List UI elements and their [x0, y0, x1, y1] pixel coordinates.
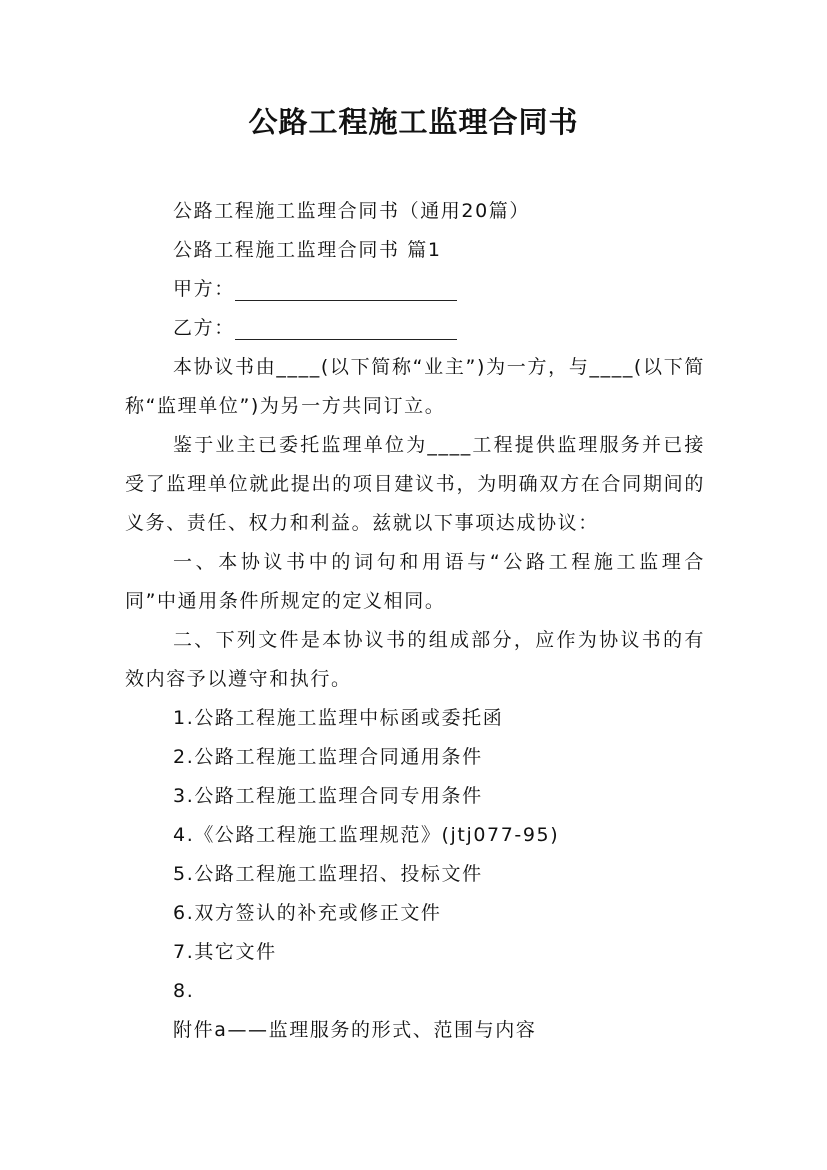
document-body — [125, 192, 705, 1050]
paragraph: 二、下列文件是本协议书的组成部分，应作为协议书的有效内容予以遵守和执行。 — [125, 629, 705, 690]
party-b-blank — [235, 317, 457, 340]
list-item: 2.公路工程施工监理合同通用条件 — [173, 746, 483, 768]
paragraph: 一、本协议书中的词句和用语与“公路工程施工监理合同”中通用条件所规定的定义相同。 — [125, 551, 705, 612]
attachment-line: 附件a——监理服务的形式、范围与内容 — [173, 1019, 537, 1041]
subtitle-paragraph: 公路工程施工监理合同书（通用20篇） — [173, 200, 530, 222]
party-a-label: 甲方： — [173, 278, 235, 300]
party-a-line — [125, 270, 705, 309]
list-item: 8. — [173, 980, 195, 1002]
section-heading: 公路工程施工监理合同书 篇1 — [173, 239, 442, 261]
list-item: 4.《公路工程施工监理规范》(jtj077-95) — [173, 824, 560, 846]
party-a-blank — [235, 278, 457, 301]
list-item: 7.其它文件 — [173, 941, 277, 963]
list-item: 1.公路工程施工监理中标函或委托函 — [173, 707, 504, 729]
list-item: 6.双方签认的补充或修正文件 — [173, 902, 442, 924]
document-title: 公路工程施工监理合同书 — [248, 105, 579, 139]
party-b-label: 乙方： — [173, 317, 235, 339]
party-b-line — [125, 309, 705, 348]
paragraph: 本协议书由____(以下简称“业主”)为一方，与____(以下简称“监理单位”)为另一方共同订立。 — [125, 356, 705, 417]
list-item: 5.公路工程施工监理招、投标文件 — [173, 863, 483, 885]
list-item: 3.公路工程施工监理合同专用条件 — [173, 785, 483, 807]
paragraph: 鉴于业主已委托监理单位为____工程提供监理服务并已接受了监理单位就此提出的项目建议书，为明确双方在合同期间的义务、责任、权力和利益。兹就以下事项达成协议： — [125, 434, 705, 534]
